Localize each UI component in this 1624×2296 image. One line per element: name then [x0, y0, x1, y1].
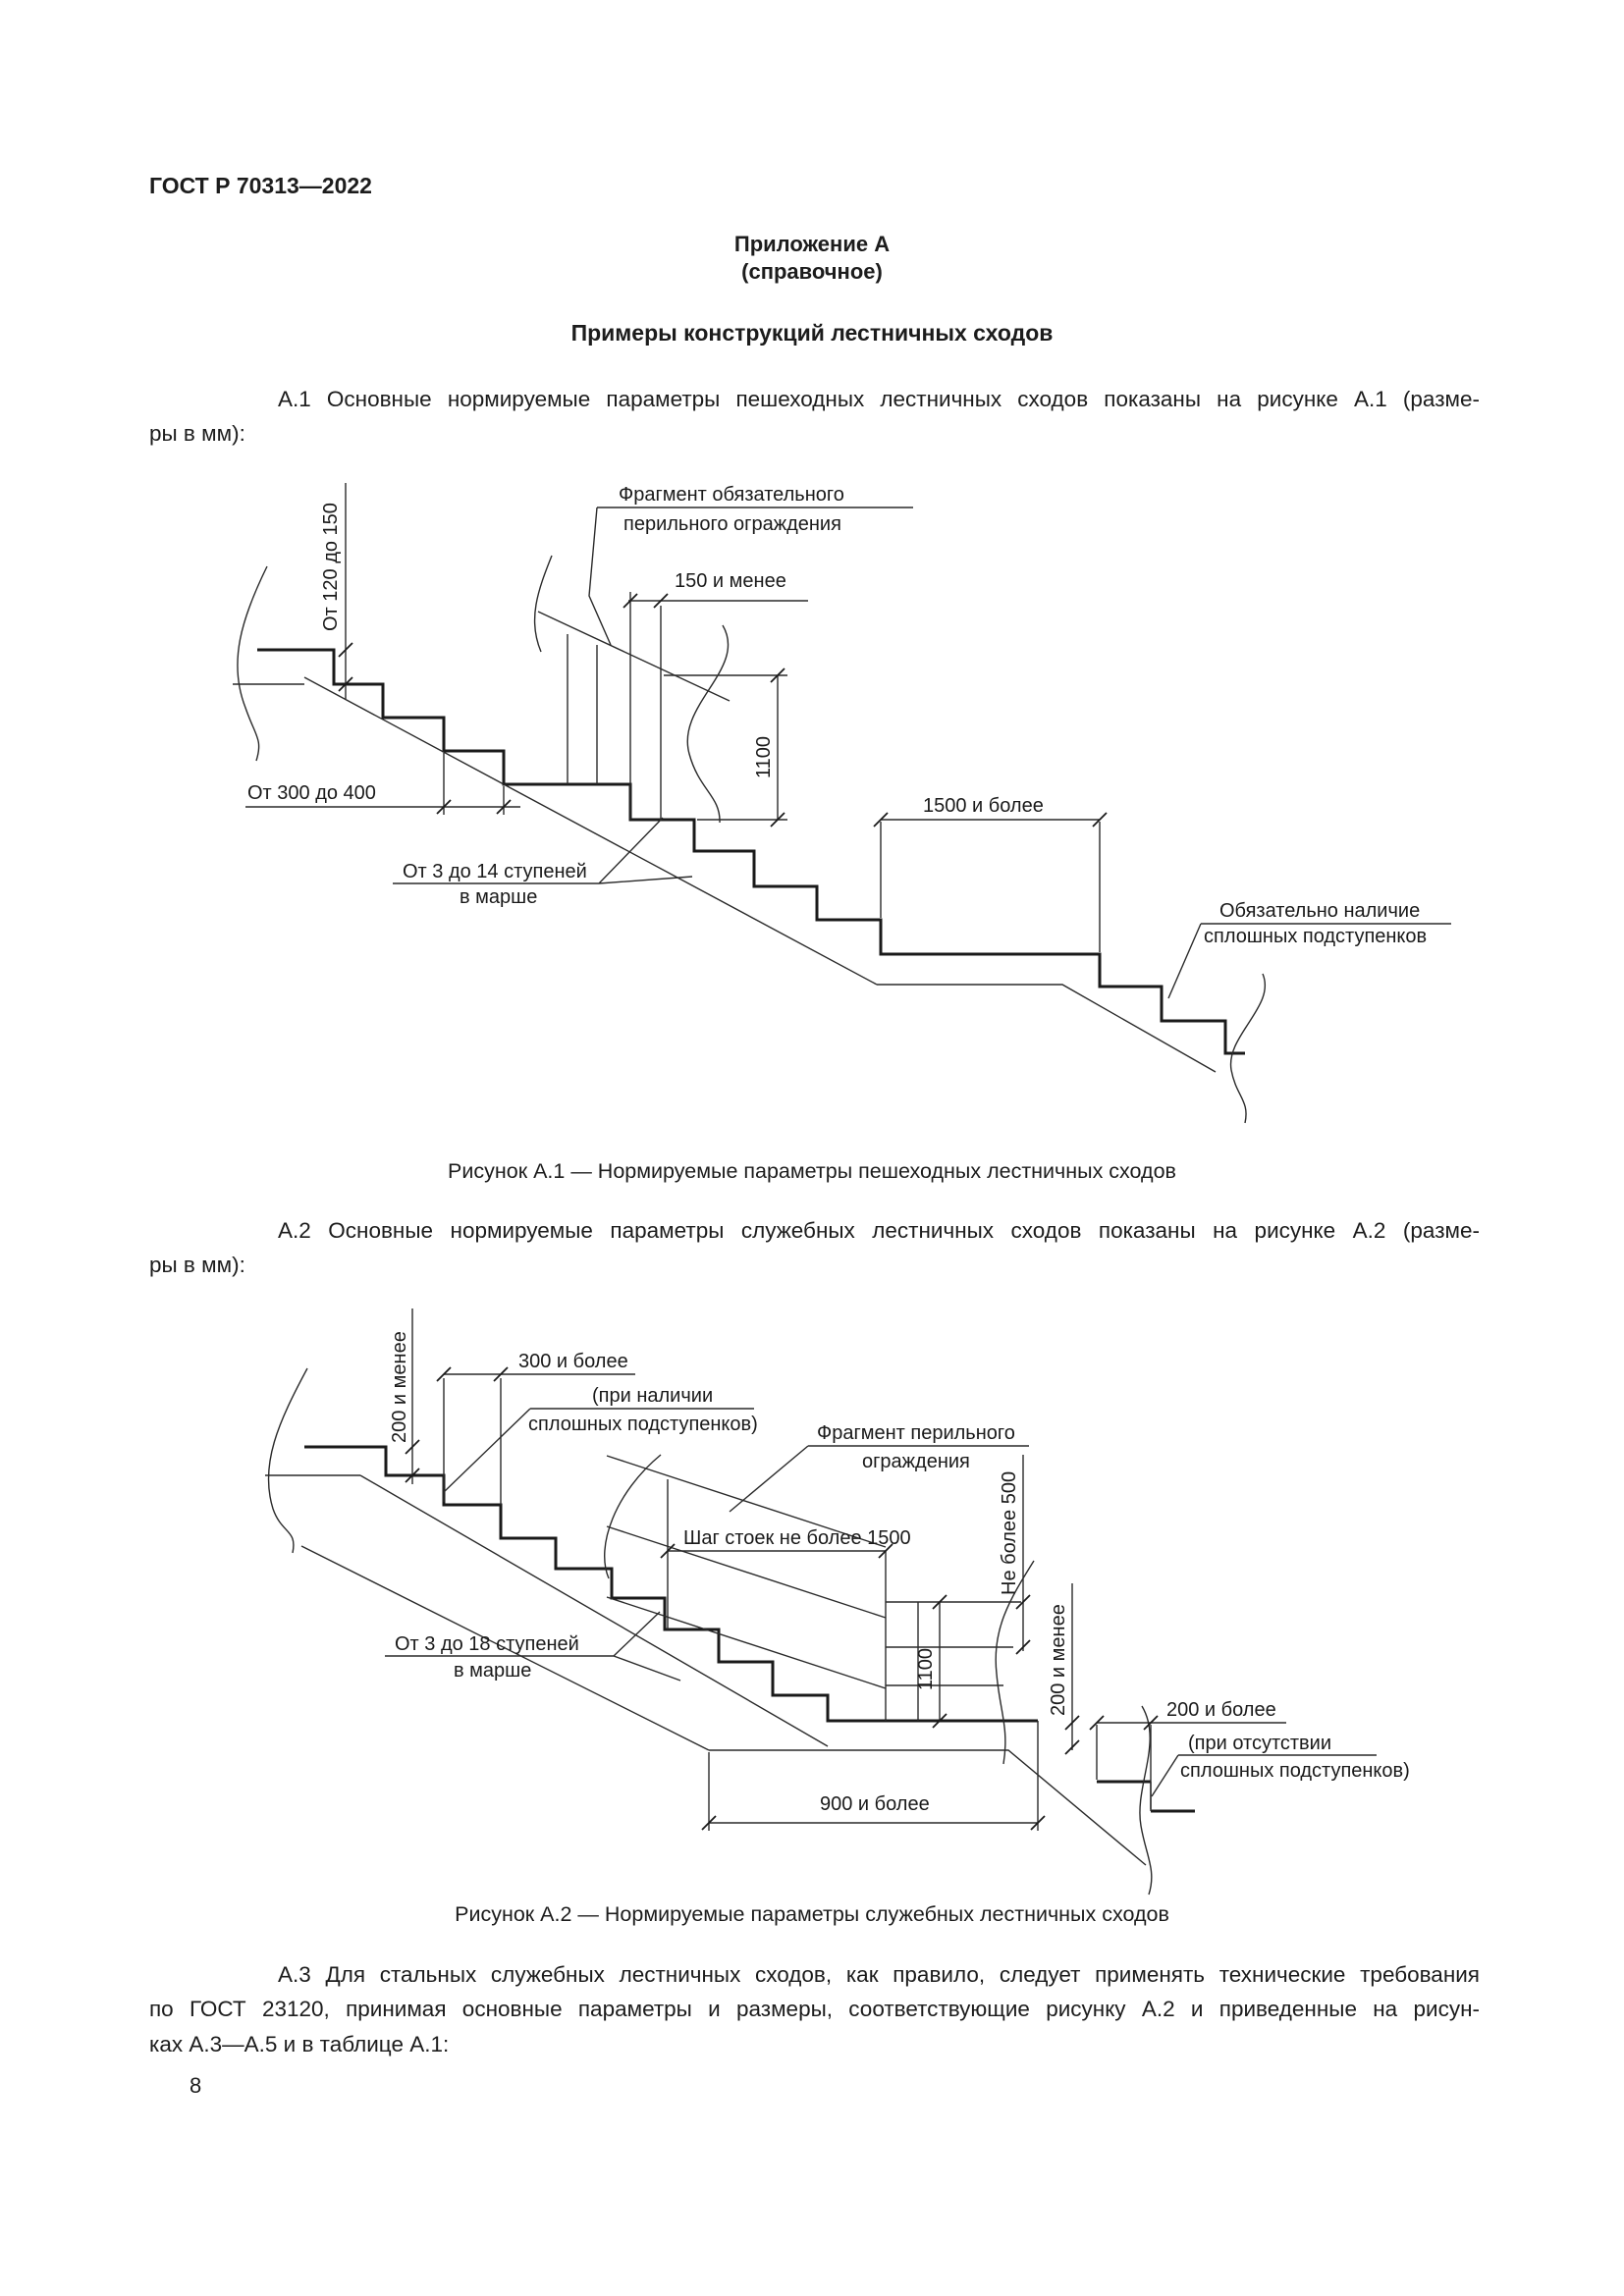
figure-a2-caption: Рисунок А.2 — Нормируемые параметры служебных лестничных сходов	[455, 1902, 1169, 1926]
fig2-dim-landinggap-label: 200 и менее	[1048, 1604, 1069, 1716]
figure-a1-drawing	[206, 456, 1502, 1144]
fig1-handrail-note-line1: Фрагмент обязательного	[619, 484, 844, 506]
fig1-dim-tread-label: От 300 до 400	[247, 782, 376, 804]
appendix-title: Приложение А	[733, 232, 891, 256]
fig2-steps-note-line2: в марше	[454, 1660, 532, 1682]
paragraph-a3-line3: ках А.3—А.5 и в таблице А.1:	[149, 2032, 450, 2056]
fig1-dim-riser-label: От 120 до 150	[320, 503, 342, 631]
paragraph-a1-line1: А.1 Основные нормируемые параметры пешеходных лестничных сходов показаны на рисунке А.1 (разме-	[278, 387, 1480, 411]
fig1-dim-railheight-label: 1100	[753, 735, 775, 778]
figure-a2-drawing	[206, 1306, 1502, 1904]
fig1-dim-ticks	[339, 594, 1107, 827]
fig2-dim-ticks	[406, 1367, 1158, 1830]
fig2-offset-note-line2: сплошных подступенков)	[1180, 1760, 1410, 1782]
fig2-tread-note-line1: (при наличии	[592, 1385, 714, 1407]
fig2-dim-railgap-label: Не более 500	[999, 1470, 1020, 1595]
fig2-dim-railheight-label: 1100	[915, 1647, 937, 1690]
fig2-break-line-right	[1140, 1706, 1152, 1895]
fig1-dim-landing-ext	[881, 822, 1100, 952]
fig1-break-line-rail-left	[535, 556, 552, 652]
fig2-break-line-rails	[605, 1455, 661, 1578]
fig1-break-line-left	[238, 566, 267, 761]
fig1-main-diagonal	[304, 677, 877, 985]
fig1-landing-soffit	[877, 985, 1216, 1072]
fig2-dim-tread-label: 300 и более	[518, 1351, 628, 1372]
fig1-break-line-rail-right	[687, 625, 728, 823]
fig1-handrail-line	[538, 612, 730, 701]
fig1-steps-note-line1: От 3 до 14 ступеней	[403, 861, 587, 882]
fig1-solidrisers-line1: Обязательно наличие	[1219, 900, 1421, 922]
appendix-subtitle: (справочное)	[741, 259, 883, 284]
page-number: 8	[189, 2073, 202, 2098]
section-heading: Примеры конструкций лестничных сходов	[570, 320, 1054, 346]
paragraph-a1-line2: ры в мм):	[149, 421, 245, 446]
fig2-handrail-note-line1: Фрагмент перильного	[817, 1422, 1015, 1444]
fig1-steps-note-line2: в марше	[460, 886, 538, 908]
fig2-steps-note-line1: От 3 до 18 ступеней	[395, 1633, 579, 1655]
fig1-dim-landing-label: 1500 и более	[923, 795, 1044, 817]
fig2-dim-offset-ext	[1097, 1725, 1151, 1809]
fig2-handrail-note-line2: ограждения	[862, 1451, 970, 1472]
fig2-dim-poststep-label: Шаг стоек не более 1500	[683, 1527, 911, 1549]
fig1-break-line-right	[1231, 974, 1266, 1123]
figure-a1-caption: Рисунок А.1 — Нормируемые параметры пешеходных лестничных сходов	[448, 1159, 1176, 1183]
fig2-dim-riser-label: 200 и менее	[389, 1331, 410, 1443]
document-code: ГОСТ Р 70313—2022	[149, 173, 372, 198]
fig2-offset-note-line1: (при отсутствии	[1188, 1733, 1332, 1754]
fig1-stair-profile	[257, 650, 1245, 1053]
paragraph-a3-line1: А.3 Для стальных служебных лестничных сходов, как правило, следует применять технические требования	[278, 1962, 1480, 1987]
paragraph-a2-line1: А.2 Основные нормируемые параметры служебных лестничных сходов показаны на рисунке А.2 (разме-	[278, 1218, 1480, 1243]
paragraph-a3-line2: по ГОСТ 23120, принимая основные параметры и размеры, соответствующие рисунку А.2 и приведенные на рисун-	[149, 1997, 1480, 2021]
fig1-handrail-note-line2: перильного ограждения	[623, 513, 841, 535]
fig1-solidrisers-line2: сплошных подступенков	[1204, 926, 1428, 947]
fig1-dim-posts-label: 150 и менее	[675, 570, 786, 592]
fig2-tread-note-line2: сплошных подступенков)	[528, 1414, 758, 1435]
fig2-dim-landingwidth-label: 900 и более	[820, 1793, 930, 1815]
fig2-break-line-left	[268, 1368, 307, 1553]
fig2-dim-offset-label: 200 и более	[1166, 1699, 1276, 1721]
fig2-dim-tread-ext	[444, 1378, 501, 1505]
fig1-dim-tread-ext	[444, 753, 504, 815]
paragraph-a2-line2: ры в мм):	[149, 1253, 245, 1277]
